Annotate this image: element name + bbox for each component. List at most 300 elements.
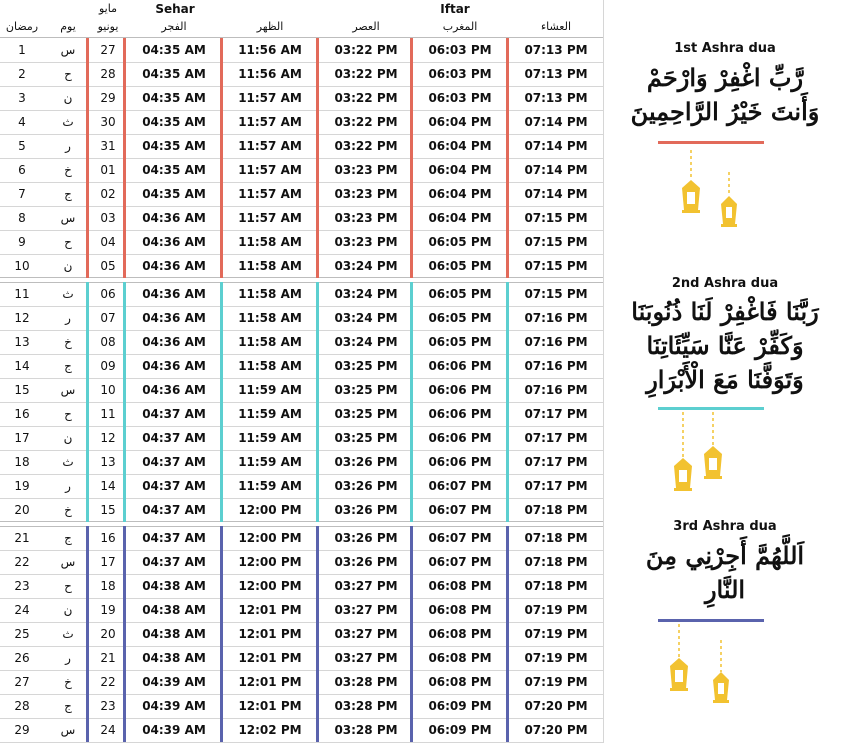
ramadan-day-cell: 15 [14, 383, 30, 397]
date-cell: 29 [100, 91, 116, 105]
ramadan-day-cell: 19 [14, 479, 30, 493]
maghrib-time-cell: 06:09 PM [428, 723, 492, 737]
ashra-column-line [123, 38, 126, 278]
dhuhr-time-cell: 11:56 AM [238, 67, 302, 81]
weekday-cell: ح [64, 67, 72, 81]
maghrib-time-cell: 06:04 PM [428, 139, 492, 153]
date-cell: 14 [100, 479, 116, 493]
table-row [0, 306, 603, 331]
date-cell: 03 [100, 211, 116, 225]
fajr-time-cell: 04:37 AM [142, 431, 206, 445]
dhuhr-time-cell: 11:58 AM [238, 335, 302, 349]
table-row [0, 718, 603, 743]
asr-time-cell: 03:26 PM [334, 531, 398, 545]
ashra3-divider [658, 619, 764, 622]
fajr-time-cell: 04:36 AM [142, 235, 206, 249]
ramadan-day-cell: 6 [18, 163, 26, 177]
ashra2-dua-line-2: وَكَفِّرْ عَنَّا سَيِّئَاتِنَا [646, 331, 804, 360]
maghrib-time-cell: 06:07 PM [428, 503, 492, 517]
asr-time-cell: 03:28 PM [334, 723, 398, 737]
dhuhr-time-cell: 11:59 AM [238, 383, 302, 397]
fajr-time-cell: 04:37 AM [142, 503, 206, 517]
fajr-time-cell: 04:38 AM [142, 579, 206, 593]
fajr-time-cell: 04:36 AM [142, 383, 206, 397]
isha-time-cell: 07:13 PM [524, 91, 588, 105]
dhuhr-time-cell: 11:58 AM [238, 259, 302, 273]
fajr-time-cell: 04:35 AM [142, 43, 206, 57]
dhuhr-time-cell: 12:00 PM [238, 503, 302, 517]
asr-time-cell: 03:23 PM [334, 163, 398, 177]
ashra-column-line [506, 38, 509, 278]
maghrib-time-cell: 06:07 PM [428, 555, 492, 569]
ramadan-day-cell: 13 [14, 335, 30, 349]
maghrib-time-cell: 06:08 PM [428, 675, 492, 689]
weekday-cell: ر [65, 311, 71, 325]
asr-time-cell: 03:24 PM [334, 311, 398, 325]
asr-time-cell: 03:25 PM [334, 431, 398, 445]
dhuhr-time-cell: 12:01 PM [238, 603, 302, 617]
maghrib-time-cell: 06:05 PM [428, 259, 492, 273]
ashra3-dua-line-1: اَللَّهُمَّ أَجِرْنِي مِنَ [645, 541, 805, 570]
dhuhr-time-cell: 11:56 AM [238, 43, 302, 57]
isha-time-cell: 07:14 PM [524, 187, 588, 201]
isha-time-cell: 07:17 PM [524, 431, 588, 445]
ashra-column-line [410, 282, 413, 522]
ramadan-day-cell: 20 [14, 503, 30, 517]
table-row [0, 378, 603, 403]
table-row [0, 598, 603, 623]
dhuhr-time-cell: 11:59 AM [238, 431, 302, 445]
table-row [0, 254, 603, 279]
maghrib-time-cell: 06:04 PM [428, 187, 492, 201]
weekday-cell: ن [63, 259, 73, 273]
date-cell: 21 [100, 651, 116, 665]
date-cell: 07 [100, 311, 116, 325]
maghrib-time-cell: 06:04 PM [428, 211, 492, 225]
asr-time-cell: 03:22 PM [334, 67, 398, 81]
ashra-separator [0, 277, 603, 283]
dhuhr-header: الظهر [256, 20, 284, 33]
table-row [0, 182, 603, 207]
maghrib-time-cell: 06:06 PM [428, 431, 492, 445]
dhuhr-time-cell: 11:58 AM [238, 235, 302, 249]
fajr-time-cell: 04:37 AM [142, 479, 206, 493]
asr-time-cell: 03:28 PM [334, 699, 398, 713]
date-cell: 06 [100, 287, 116, 301]
dhuhr-time-cell: 12:01 PM [238, 699, 302, 713]
weekday-cell: ن [63, 603, 73, 617]
dhuhr-time-cell: 11:57 AM [238, 211, 302, 225]
table-row [0, 550, 603, 575]
table-row [0, 134, 603, 159]
dhuhr-time-cell: 11:59 AM [238, 479, 302, 493]
fajr-time-cell: 04:35 AM [142, 67, 206, 81]
asr-time-cell: 03:23 PM [334, 211, 398, 225]
asr-time-cell: 03:22 PM [334, 43, 398, 57]
fajr-time-cell: 04:38 AM [142, 651, 206, 665]
ramadan-day-cell: 14 [14, 359, 30, 373]
lantern-icon [698, 412, 728, 484]
ashra-column-line [506, 526, 509, 742]
weekday-cell: ث [62, 455, 74, 469]
ashra-column-line [123, 282, 126, 522]
isha-time-cell: 07:17 PM [524, 407, 588, 421]
fajr-header: الفجر [161, 20, 187, 33]
fajr-time-cell: 04:39 AM [142, 699, 206, 713]
asr-time-cell: 03:27 PM [334, 579, 398, 593]
ramadan-day-cell: 29 [14, 723, 30, 737]
isha-time-cell: 07:19 PM [524, 675, 588, 689]
maghrib-time-cell: 06:06 PM [428, 455, 492, 469]
lantern-icon [668, 412, 698, 496]
asr-time-cell: 03:24 PM [334, 287, 398, 301]
maghrib-time-cell: 06:08 PM [428, 579, 492, 593]
isha-time-cell: 07:16 PM [524, 359, 588, 373]
ramadan-day-cell: 10 [14, 259, 30, 273]
isha-time-cell: 07:15 PM [524, 259, 588, 273]
isha-time-cell: 07:15 PM [524, 287, 588, 301]
asr-time-cell: 03:22 PM [334, 139, 398, 153]
table-row [0, 110, 603, 135]
asr-time-cell: 03:25 PM [334, 383, 398, 397]
table-row [0, 694, 603, 719]
weekday-cell: ج [64, 699, 72, 713]
ashra1-dua-line-1: رَّبِّ اغْفِرْ وَارْحَمْ [646, 63, 804, 92]
table-row [0, 498, 603, 523]
weekday-cell: ث [62, 287, 74, 301]
weekday-cell: ح [64, 407, 72, 421]
dhuhr-time-cell: 12:01 PM [238, 651, 302, 665]
date-cell: 10 [100, 383, 116, 397]
asr-time-cell: 03:24 PM [334, 335, 398, 349]
asr-time-cell: 03:28 PM [334, 675, 398, 689]
fajr-time-cell: 04:36 AM [142, 287, 206, 301]
date-cell: 08 [100, 335, 116, 349]
dhuhr-time-cell: 11:59 AM [238, 407, 302, 421]
weekday-cell: ر [65, 479, 71, 493]
ramadan-day-cell: 7 [18, 187, 26, 201]
ramadan-day-cell: 25 [14, 627, 30, 641]
weekday-cell: س [60, 723, 76, 737]
ramadan-header: رمضان [5, 20, 39, 33]
maghrib-header: المغرب [442, 20, 478, 33]
table-row [0, 354, 603, 379]
weekday-cell: س [60, 211, 76, 225]
isha-time-cell: 07:19 PM [524, 603, 588, 617]
asr-time-cell: 03:23 PM [334, 235, 398, 249]
table-row [0, 38, 603, 63]
day-header: يوم [60, 20, 76, 33]
dhuhr-time-cell: 11:57 AM [238, 91, 302, 105]
isha-time-cell: 07:16 PM [524, 311, 588, 325]
fajr-time-cell: 04:35 AM [142, 163, 206, 177]
dhuhr-time-cell: 12:01 PM [238, 627, 302, 641]
asr-time-cell: 03:27 PM [334, 651, 398, 665]
date-cell: 02 [100, 187, 116, 201]
ashra3-dua-line-2: النَّارِ [704, 575, 746, 604]
isha-time-cell: 07:19 PM [524, 627, 588, 641]
fajr-time-cell: 04:36 AM [142, 211, 206, 225]
date-cell: 16 [100, 531, 116, 545]
dhuhr-time-cell: 11:58 AM [238, 359, 302, 373]
weekday-cell: س [60, 555, 76, 569]
ashra1-divider [658, 141, 764, 144]
fajr-time-cell: 04:37 AM [142, 531, 206, 545]
date-cell: 04 [100, 235, 116, 249]
fajr-time-cell: 04:37 AM [142, 407, 206, 421]
maghrib-time-cell: 06:06 PM [428, 359, 492, 373]
isha-time-cell: 07:18 PM [524, 579, 588, 593]
ashra-column-line [220, 282, 223, 522]
maghrib-time-cell: 06:04 PM [428, 115, 492, 129]
june-header: يونيو [97, 20, 119, 33]
maghrib-time-cell: 06:04 PM [428, 163, 492, 177]
isha-time-cell: 07:18 PM [524, 555, 588, 569]
fajr-time-cell: 04:36 AM [142, 335, 206, 349]
iftar-header: Iftar [440, 2, 470, 16]
date-cell: 01 [100, 163, 116, 177]
ramadan-day-cell: 12 [14, 311, 30, 325]
table-row [0, 330, 603, 355]
fajr-time-cell: 04:35 AM [142, 115, 206, 129]
dhuhr-time-cell: 12:00 PM [238, 531, 302, 545]
maghrib-time-cell: 06:03 PM [428, 91, 492, 105]
maghrib-time-cell: 06:08 PM [428, 651, 492, 665]
maghrib-time-cell: 06:03 PM [428, 67, 492, 81]
lantern-icon [664, 624, 694, 696]
table-row [0, 158, 603, 183]
fajr-time-cell: 04:35 AM [142, 91, 206, 105]
table-row [0, 62, 603, 87]
asr-time-cell: 03:26 PM [334, 479, 398, 493]
weekday-cell: ح [64, 235, 72, 249]
dhuhr-time-cell: 12:00 PM [238, 579, 302, 593]
dhuhr-time-cell: 12:01 PM [238, 675, 302, 689]
dhuhr-time-cell: 11:58 AM [238, 311, 302, 325]
fajr-time-cell: 04:37 AM [142, 455, 206, 469]
date-cell: 30 [100, 115, 116, 129]
dhuhr-time-cell: 12:00 PM [238, 555, 302, 569]
ramadan-day-cell: 3 [18, 91, 26, 105]
ashra3-title: 3rd Ashra dua [673, 519, 777, 534]
isha-time-cell: 07:14 PM [524, 163, 588, 177]
dhuhr-time-cell: 11:57 AM [238, 187, 302, 201]
dhuhr-time-cell: 11:57 AM [238, 163, 302, 177]
date-cell: 09 [100, 359, 116, 373]
ramadan-day-cell: 26 [14, 651, 30, 665]
ramadan-day-cell: 5 [18, 139, 26, 153]
weekday-cell: ث [62, 627, 74, 641]
date-cell: 11 [100, 407, 116, 421]
asr-time-cell: 03:23 PM [334, 187, 398, 201]
ashra2-title: 2nd Ashra dua [671, 276, 779, 291]
ramadan-day-cell: 21 [14, 531, 30, 545]
fajr-time-cell: 04:36 AM [142, 259, 206, 273]
weekday-cell: خ [64, 675, 72, 689]
asr-time-cell: 03:25 PM [334, 359, 398, 373]
asr-time-cell: 03:25 PM [334, 407, 398, 421]
asr-time-cell: 03:22 PM [334, 115, 398, 129]
table-row [0, 526, 603, 551]
date-cell: 31 [100, 139, 116, 153]
table-row [0, 474, 603, 499]
ramadan-day-cell: 4 [18, 115, 26, 129]
dua-panel [604, 0, 846, 743]
maghrib-time-cell: 06:08 PM [428, 603, 492, 617]
isha-time-cell: 07:18 PM [524, 503, 588, 517]
fajr-time-cell: 04:38 AM [142, 627, 206, 641]
ashra-column-line [410, 526, 413, 742]
ashra-column-line [506, 282, 509, 522]
isha-time-cell: 07:18 PM [524, 531, 588, 545]
isha-time-cell: 07:13 PM [524, 67, 588, 81]
ramadan-day-cell: 17 [14, 431, 30, 445]
ashra-separator [0, 521, 603, 527]
ramadan-day-cell: 27 [14, 675, 30, 689]
date-cell: 18 [100, 579, 116, 593]
maghrib-time-cell: 06:03 PM [428, 43, 492, 57]
date-cell: 28 [100, 67, 116, 81]
fajr-time-cell: 04:35 AM [142, 187, 206, 201]
maghrib-time-cell: 06:05 PM [428, 287, 492, 301]
ramadan-day-cell: 9 [18, 235, 26, 249]
date-cell: 22 [100, 675, 116, 689]
ashra-column-line [86, 526, 89, 742]
ramadan-day-cell: 24 [14, 603, 30, 617]
isha-time-cell: 07:17 PM [524, 455, 588, 469]
date-cell: 24 [100, 723, 116, 737]
date-cell: 20 [100, 627, 116, 641]
table-row [0, 86, 603, 111]
ashra-column-line [410, 38, 413, 278]
weekday-cell: خ [64, 503, 72, 517]
ramadan-day-cell: 18 [14, 455, 30, 469]
isha-time-cell: 07:16 PM [524, 335, 588, 349]
maghrib-time-cell: 06:09 PM [428, 699, 492, 713]
ashra-column-line [316, 526, 319, 742]
maghrib-time-cell: 06:07 PM [428, 531, 492, 545]
weekday-cell: ر [65, 139, 71, 153]
lantern-icon [716, 172, 742, 230]
asr-time-cell: 03:22 PM [334, 91, 398, 105]
sehar-header: Sehar [155, 2, 195, 16]
may-header: مايو [99, 2, 117, 15]
maghrib-time-cell: 06:05 PM [428, 335, 492, 349]
maghrib-time-cell: 06:06 PM [428, 407, 492, 421]
isha-time-cell: 07:15 PM [524, 211, 588, 225]
isha-header: العشاء [540, 20, 572, 33]
ramadan-day-cell: 1 [18, 43, 26, 57]
date-cell: 12 [100, 431, 116, 445]
asr-time-cell: 03:27 PM [334, 603, 398, 617]
table-row [0, 426, 603, 451]
ashra2-dua-line-1: رَبَّنَا فَاغْفِرْ لَنَا ذُنُوبَنَا [631, 297, 819, 326]
weekday-cell: ن [63, 431, 73, 445]
asr-time-cell: 03:26 PM [334, 503, 398, 517]
asr-header: العصر [352, 20, 380, 33]
maghrib-time-cell: 06:06 PM [428, 383, 492, 397]
dhuhr-time-cell: 11:59 AM [238, 455, 302, 469]
isha-time-cell: 07:14 PM [524, 139, 588, 153]
asr-time-cell: 03:24 PM [334, 259, 398, 273]
table-row [0, 206, 603, 231]
ramadan-day-cell: 23 [14, 579, 30, 593]
weekday-cell: ح [64, 579, 72, 593]
isha-time-cell: 07:14 PM [524, 115, 588, 129]
weekday-cell: ن [63, 91, 73, 105]
lantern-icon [676, 150, 706, 220]
weekday-cell: س [60, 383, 76, 397]
table-row [0, 670, 603, 695]
date-cell: 13 [100, 455, 116, 469]
isha-time-cell: 07:20 PM [524, 723, 588, 737]
ashra2-dua-line-3: وَتَوَفَّنَا مَعَ الْأَبْرَارِ [646, 365, 804, 394]
weekday-cell: ج [64, 531, 72, 545]
fajr-time-cell: 04:35 AM [142, 139, 206, 153]
ramadan-day-cell: 28 [14, 699, 30, 713]
ashra-column-line [220, 526, 223, 742]
maghrib-time-cell: 06:08 PM [428, 627, 492, 641]
ashra-column-line [123, 526, 126, 742]
weekday-cell: س [60, 43, 76, 57]
ashra-column-line [220, 38, 223, 278]
fajr-time-cell: 04:36 AM [142, 359, 206, 373]
table-row [0, 230, 603, 255]
dhuhr-time-cell: 12:02 PM [238, 723, 302, 737]
date-cell: 15 [100, 503, 116, 517]
ramadan-day-cell: 2 [18, 67, 26, 81]
table-row [0, 282, 603, 307]
dhuhr-time-cell: 11:57 AM [238, 115, 302, 129]
fajr-time-cell: 04:39 AM [142, 723, 206, 737]
date-cell: 05 [100, 259, 116, 273]
date-cell: 27 [100, 43, 116, 57]
ramadan-day-cell: 11 [14, 287, 30, 301]
asr-time-cell: 03:26 PM [334, 455, 398, 469]
weekday-cell: ج [64, 187, 72, 201]
maghrib-time-cell: 06:05 PM [428, 235, 492, 249]
weekday-cell: خ [64, 163, 72, 177]
fajr-time-cell: 04:36 AM [142, 311, 206, 325]
asr-time-cell: 03:26 PM [334, 555, 398, 569]
dhuhr-time-cell: 11:58 AM [238, 287, 302, 301]
isha-time-cell: 07:13 PM [524, 43, 588, 57]
weekday-cell: ج [64, 359, 72, 373]
ashra-column-line [316, 38, 319, 278]
weekday-cell: خ [64, 335, 72, 349]
ashra1-dua-line-2: وَأَنتَ خَيْرُ الرَّاحِمِينَ [630, 97, 820, 126]
ramadan-day-cell: 22 [14, 555, 30, 569]
date-cell: 19 [100, 603, 116, 617]
table-row [0, 402, 603, 427]
fajr-time-cell: 04:37 AM [142, 555, 206, 569]
isha-time-cell: 07:19 PM [524, 651, 588, 665]
isha-time-cell: 07:15 PM [524, 235, 588, 249]
isha-time-cell: 07:17 PM [524, 479, 588, 493]
fajr-time-cell: 04:39 AM [142, 675, 206, 689]
isha-time-cell: 07:20 PM [524, 699, 588, 713]
ramadan-day-cell: 8 [18, 211, 26, 225]
table-row [0, 574, 603, 599]
date-cell: 23 [100, 699, 116, 713]
ashra2-divider [658, 407, 764, 410]
ashra-column-line [86, 282, 89, 522]
ashra-column-line [316, 282, 319, 522]
maghrib-time-cell: 06:07 PM [428, 479, 492, 493]
dhuhr-time-cell: 11:57 AM [238, 139, 302, 153]
lantern-icon [708, 640, 734, 706]
weekday-cell: ر [65, 651, 71, 665]
